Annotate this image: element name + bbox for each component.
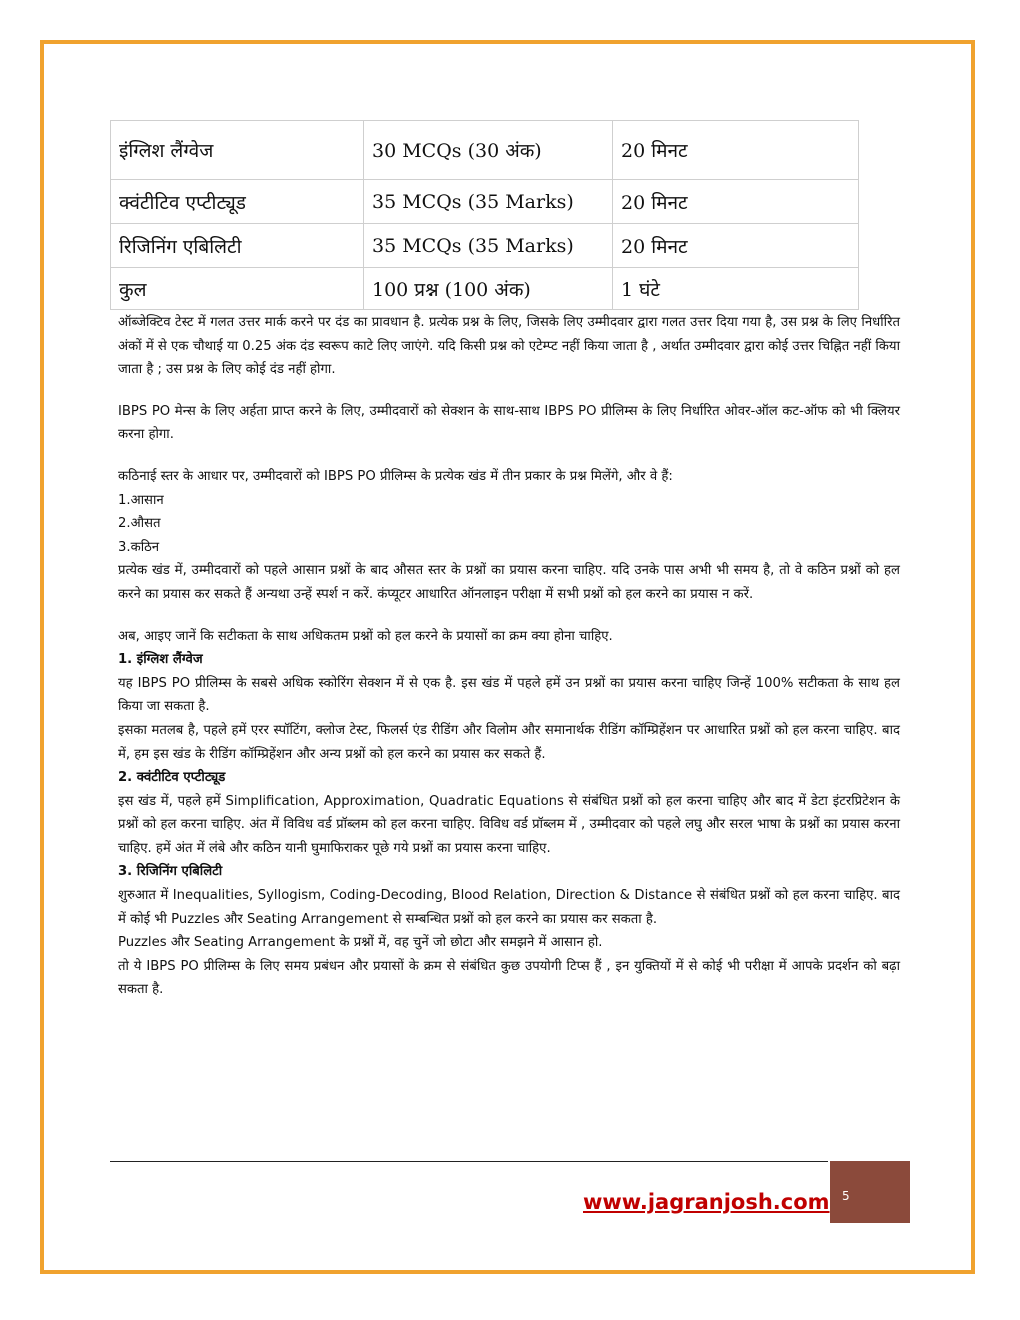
- questions-cell: 30 MCQs (30 अंक): [364, 121, 613, 180]
- article-body: [118, 311, 900, 1002]
- website-link[interactable]: www.jagranjosh.com: [583, 1190, 830, 1214]
- section-cell: कुल: [111, 268, 364, 310]
- penalty-paragraph: ऑब्जेक्टिव टेस्ट में गलत उत्तर मार्क करने पर दंड का प्रावधान है. प्रत्येक प्रश्न के लिए, जिसके लिए उम्मीदवार द्वारा गलत उत्तर दिया गया है, उस प्रश्न के लिए निर्धारित अंकों में से एक चौथाई या 0.25 अंक दंड स्वरूप काटे लिए जाएंगे. यदि किसी प्रश्न को एटेम्प्ट नहीं किया जाता है , अर्थात उम्मीदवार द्वारा कोई उत्तर चिह्नित नहीं किया जाता है ; उस प्रश्न के लिए कोई दंड नहीं होगा.: [118, 315, 900, 378]
- attempt-order-paragraph: प्रत्येक खंड में, उम्मीदवारों को पहले आसान प्रश्नों के बाद औसत स्तर के प्रश्नों का प्रयास करना चाहिए. यदि उनके पास अभी भी समय है, तो वे कठिन प्रश्नों को हल करने का प्रयास कर सकते हैं अन्यथा उन्हें स्पर्श न करें. कंप्यूटर आधारित ऑनलाइन परीक्षा में सभी प्रश्नों को हल करने का प्रयास न करें.: [118, 563, 900, 602]
- closing-paragraph: तो ये IBPS PO प्रीलिम्स के लिए समय प्रबंधन और प्रयासों के क्रम से संबंधित कुछ उपयोगी टिप्स हैं , इन युक्तियों में से कोई भी परीक्षा में आपके प्रदर्शन को बढ़ा सकता है.: [118, 958, 900, 998]
- duration-cell: 1 घंटे: [613, 268, 859, 310]
- intro-paragraph: अब, आइए जानें कि सटीकता के साथ अधिकतम प्रश्नों को हल करने के प्रयासों का क्रम क्या होना चाहिए.: [118, 628, 613, 644]
- table-row: [111, 121, 859, 180]
- list-item: 3.कठिन: [118, 539, 160, 555]
- cutoff-paragraph: IBPS PO मेन्स के लिए अर्हता प्राप्त करने के लिए, उम्मीदवारों को सेक्शन के साथ-साथ IBPS PO प्रीलिम्स के लिए निर्धारित ओवर-ऑल कट-ऑफ को भी क्लियर करना होगा.: [118, 403, 900, 443]
- english-paragraph-2: इसका मतलब है, पहले हमें एरर स्पॉटिंग, क्लोज टेस्ट, फिलर्स एंड रीडिंग और विलोम और समानार्थक रीडिंग कॉम्प्रिहेंशन पर आधारित प्रश्नों को हल करना चाहिए. बाद में, हम इस खंड के रीडिंग कॉम्प्रिहेंशन और अन्य प्रश्नों को हल करने का प्रयास कर सकते हैं.: [118, 722, 900, 762]
- questions-cell: 35 MCQs (35 Marks): [364, 180, 613, 224]
- questions-cell: 100 प्रश्न (100 अंक): [364, 268, 613, 310]
- quant-paragraph: इस खंड में, पहले हमें Simplification, Approximation, Quadratic Equations से संबंधित प्रश्नों को हल करना चाहिए और बाद में डेटा इंटरप्रिटेशन के प्रश्नों को हल करना चाहिए. अंत में विविध वर्ड प्रॉब्लम को हल करना चाहिए. विविध वर्ड प्रॉब्लम में , उम्मीदवार को पहले लघु और सरल भाषा के प्रश्नों का प्रयास करना चाहिए. हमें अंत में लंबे और कठिन यानी घुमाफिराकर पूछे गये प्रश्नों का प्रयास करना चाहिए.: [118, 793, 900, 856]
- section-heading-reasoning: 3. रिजिनिंग एबिलिटी: [118, 864, 223, 880]
- difficulty-paragraph: कठिनाई स्तर के आधार पर, उम्मीदवारों को IBPS PO प्रीलिम्स के प्रत्येक खंड में तीन प्रकार के प्रश्न मिलेंगे, और वे हैं:: [118, 468, 673, 484]
- section-heading-english: 1. इंग्लिश लैंग्वेज: [118, 652, 203, 668]
- exam-pattern-table: [110, 120, 859, 310]
- page-number: 5: [842, 1189, 850, 1203]
- reasoning-paragraph-1: शुरुआत में Inequalities, Syllogism, Coding-Decoding, Blood Relation, Direction & Distance से संबंधित प्रश्नों को हल करना चाहिए. बाद में कोई भी Puzzles और Seating Arrangement से सम्बन्धित प्रश्नों को हल करने का प्रयास कर सकता है.: [118, 888, 900, 927]
- section-cell: क्वंटीटिव एप्टीट्यूड: [111, 180, 364, 224]
- reasoning-paragraph-2: Puzzles और Seating Arrangement के प्रश्नों में, वह चुनें जो छोटा और समझने में आसान हो.: [118, 935, 603, 951]
- table-row: [111, 180, 859, 224]
- questions-cell: 35 MCQs (35 Marks): [364, 224, 613, 268]
- table-row: [111, 268, 859, 310]
- duration-cell: 20 मिनट: [613, 180, 859, 224]
- page-number-box: [830, 1161, 910, 1223]
- footer-divider: [110, 1161, 828, 1162]
- section-cell: रिजिनिंग एबिलिटी: [111, 224, 364, 268]
- list-item: 1.आसान: [118, 492, 164, 508]
- list-item: 2.औसत: [118, 516, 161, 532]
- section-cell: इंग्लिश लैंग्वेज: [111, 121, 364, 180]
- table-row: [111, 224, 859, 268]
- section-heading-quant: 2. क्वंटीटिव एप्टीट्यूड: [118, 770, 226, 786]
- english-paragraph-1: यह IBPS PO प्रीलिम्स के सबसे अधिक स्कोरिंग सेक्शन में से एक है. इस खंड में पहले हमें उन प्रश्नों का प्रयास करना चाहिए जिन्हें 100% सटीकता के साथ हल किया जा सकता है.: [118, 675, 900, 715]
- duration-cell: 20 मिनट: [613, 224, 859, 268]
- duration-cell: 20 मिनट: [613, 121, 859, 180]
